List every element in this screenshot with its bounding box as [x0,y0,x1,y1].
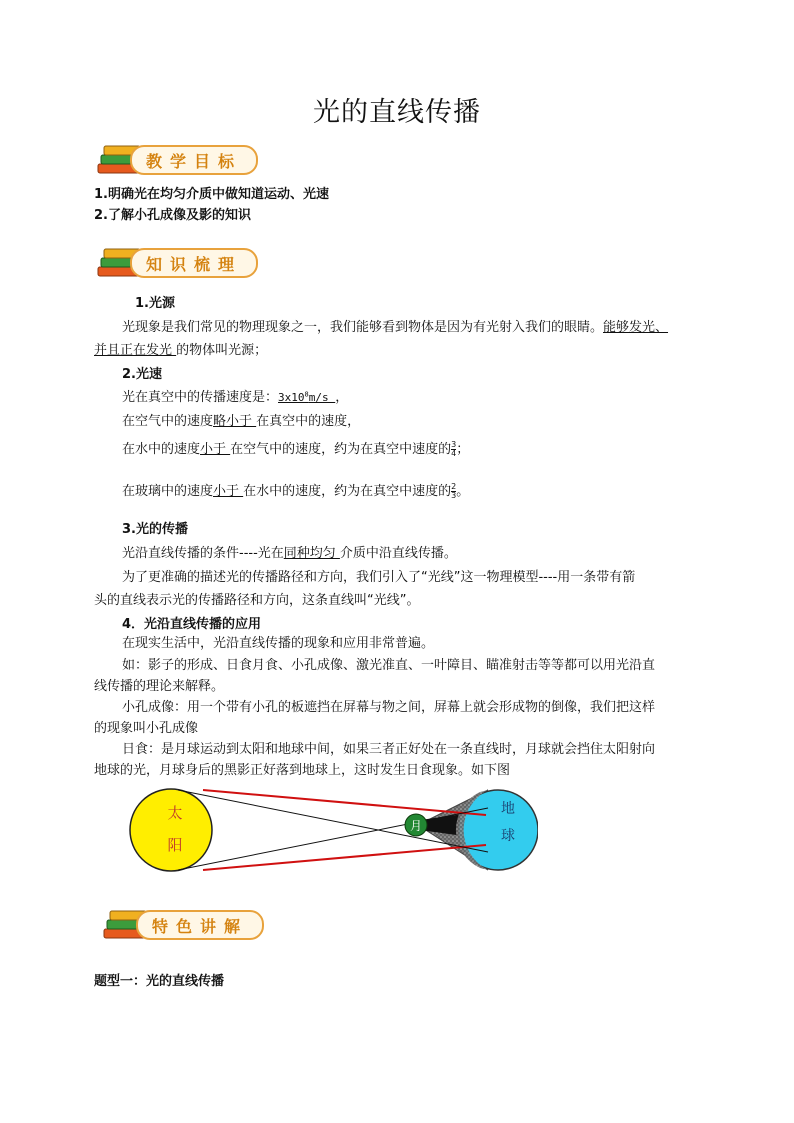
light-ray-para-2: 头的直线表示光的传播路径和方向，这条直线叫“光线”。 [94,593,420,608]
objective-2: 2.了解小孔成像及影的知识 [94,208,251,223]
banner-lecture-label: 特色讲解 [152,917,249,936]
speed-air: 在空气中的速度略小于 在真空中的速度， [122,414,361,429]
speed-water: 在水中的速度小于 在空气中的速度，约为在真空中速度的 $\frac{3}{4}$ ； [122,440,470,458]
sun-label-1: 太 [167,804,183,822]
banner-lecture [100,905,270,945]
fraction-2-3: $\frac{2}{3}$ [451,482,457,500]
speed-vacuum: 光在真空中的传播速度是：$3x10^8m/s$ ， [122,390,349,405]
eclipse-para-1: 日食：是月球运动到太阳和地球中间，如果三者正好处在一条直线时，月球就会挡住太阳射向 [122,742,656,757]
section-1-heading: 1.光源 [135,296,175,311]
speed-glass: 在玻璃中的速度小于 在水中的速度，约为在真空中速度的 $\frac{2}{3}$ 。 [122,482,470,500]
fraction-3-4: $\frac{3}{4}$ [451,440,457,458]
pinhole-para-1: 小孔成像：用一个带有小孔的板遮挡在屏幕与物之间，屏幕上就会形成物的倒像，我们把这样 [122,700,656,715]
propagation-condition: 光沿直线传播的条件----光在同种均匀 介质中沿直线传播。 [122,546,457,561]
eclipse-para-2: 地球的光，月球身后的黑影正好落到地球上，这时发生日食现象。如下图 [94,763,511,778]
solar-eclipse-diagram [128,780,538,880]
section-1-para-cont: 并且正在发光 的物体叫光源； [94,343,268,358]
application-examples-1: 如：影子的形成、日食月食、小孔成像、激光准直、一叶障目、瞄准射击等等都可以用光沿直 [122,658,656,673]
section-1-para: 光现象是我们常见的物理现象之一，我们能够看到物体是因为有光射入我们的眼睛。能够发光、 [122,320,669,335]
moon-label: 月 [409,819,423,833]
section-2-heading: 2.光速 [122,367,162,382]
banner-knowledge [94,243,264,283]
sun-circle [130,789,212,871]
page-title: 光的直线传播 [313,97,481,128]
application-intro: 在现实生活中，光沿直线传播的现象和应用非常普遍。 [122,636,435,651]
earth-label-2: 球 [501,828,515,844]
earth-label-1: 地 [501,801,515,817]
section-3-heading: 3.光的传播 [122,522,188,537]
pinhole-para-2: 的现象叫小孔成像 [94,721,199,736]
light-ray-para-1: 为了更准确的描述光的传播路径和方向，我们引入了“光线”这一物理模型----用一条带有箭 [122,570,636,585]
question-type-1: 题型一：光的直线传播 [94,974,225,989]
section-4-heading: 4．光沿直线传播的应用 [122,617,262,632]
banner-objectives-label: 教学目标 [146,152,243,171]
application-examples-2: 线传播的理论来解释。 [94,679,225,694]
sun-label-2: 阳 [167,836,183,854]
objective-1: 1.明确光在均匀介质中做知道运动、光速 [94,187,329,202]
banner-knowledge-label: 知识梳理 [146,255,243,274]
banner-objectives [94,140,264,180]
